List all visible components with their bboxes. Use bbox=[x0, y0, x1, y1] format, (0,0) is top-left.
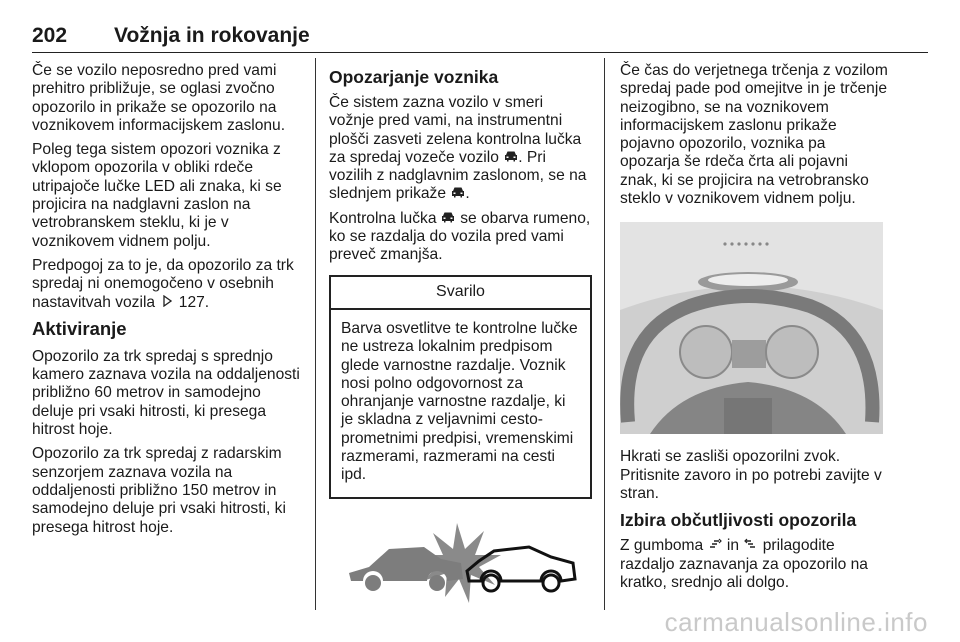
paragraph bbox=[329, 210, 592, 265]
front-vehicle-icon bbox=[441, 210, 456, 228]
speedometer-dial bbox=[680, 326, 732, 378]
paragraph: Če čas do verjetnega trčenja z vozilom spredaj pade pod omejitve in je trčenje neizogibno, se na voznikovem informacijskem zaslonu prikaže pojavno opozorilo, voznika pa opozarja še rdeča črta ali pojavni znak, ki se projicira na vetrobransko steklo v voznikovem vidnem polju. bbox=[620, 62, 888, 208]
front-vehicle-icon bbox=[503, 149, 518, 167]
dashboard-photo bbox=[620, 222, 883, 434]
paragraph-text: in bbox=[726, 537, 740, 555]
paragraph: Če se vozilo neposredno pred vami prehitro približuje, se oglasi zvočno opozorilo in prikaže se opozorilo na voznikovem informacijskem zaslonu. bbox=[32, 62, 286, 134]
section-heading: Opozarjanje voznika bbox=[329, 67, 499, 87]
paragraph bbox=[32, 257, 300, 312]
paragraph-text: . bbox=[465, 185, 470, 203]
paragraph-text: prilagodite razdaljo zaznavanja za opozorilo na kratko, srednjo ali dolgo. bbox=[620, 537, 868, 591]
paragraph-text: Kontrolna lučka bbox=[329, 209, 437, 227]
paragraph bbox=[329, 94, 592, 204]
collision-illustration bbox=[329, 511, 592, 616]
column-divider-1 bbox=[315, 58, 316, 610]
sensitivity-button-icon bbox=[743, 537, 758, 555]
warning-title: Svarilo bbox=[331, 277, 590, 310]
paragraph: Opozorilo za trk spredaj z radarskim senzorjem zaznava vozila na oddaljenosti približno 150 metrov in samodejno deluje pri vsaki hitrosti, ki presega hitrost hoje. bbox=[32, 445, 286, 536]
page-header bbox=[32, 22, 928, 53]
section-heading: Aktiviranje bbox=[32, 317, 127, 339]
paragraph-text: . Pri vozilih z nadglavnim zaslonom, se na slednjem prikaže bbox=[329, 148, 587, 203]
paragraph-text: Če sistem zazna vozilo v smeri vožnje pred vami, na instrumentni plošči zasveti zelena kontrolna lučka za spredaj vozeče vozilo bbox=[329, 94, 582, 166]
column-2 bbox=[329, 62, 592, 616]
paragraph: Hkrati se zasliši opozorilni zvok. Pritisnite zavoro in po potrebi zavijte v stran. bbox=[620, 448, 882, 502]
paragraph: Poleg tega sistem opozori voznika z vklopom opozorila v obliki rdeče utripajoče lučke LED ali znaka, ki se projicira na nadglavni zaslon na vetrobranskem steklu, ki je v voznikovem vidnem polju. bbox=[32, 141, 282, 250]
page-number: 202 bbox=[32, 24, 68, 47]
paragraph-text: se obarva rumeno, ko se razdalja do vozila pred vami preveč zmanjša. bbox=[329, 209, 591, 264]
page-reference-link[interactable]: 127. bbox=[178, 293, 210, 311]
column-1 bbox=[32, 62, 300, 543]
paragraph-text: Predpogoj za to je, da opozorilo za trk spredaj ni onemogočeno v osebnih nastavitvah vozila bbox=[32, 256, 294, 311]
paragraph bbox=[620, 537, 888, 592]
chapter-title: Vožnja in rokovanje bbox=[114, 24, 310, 47]
tachometer-dial bbox=[766, 326, 818, 378]
page-reference-arrow-icon bbox=[159, 294, 174, 312]
warning-text: Barva osvetlitve te kontrolne lučke ne ustreza lokalnim predpisom glede varnostne razdalje. Voznik nosi polno odgovornost za ohranjanje varnostne razdalje, ki je skladna z veljavnimi cesto-prometnimi predpisi, vremenskimi razmerami, razmerami na cesti ipd. bbox=[341, 319, 578, 484]
sensitivity-button-icon bbox=[708, 537, 723, 555]
section-heading: Izbira občutljivosti opozorila bbox=[620, 510, 857, 531]
column-3 bbox=[620, 62, 888, 598]
watermark: carmanualsonline.info bbox=[664, 607, 928, 637]
front-vehicle-icon bbox=[450, 185, 465, 203]
paragraph: Opozorilo za trk spredaj s sprednjo kamero zaznava vozila na oddaljenosti približno 60 metrov in samodejno deluje pri vsaki hitrosti, ki presega hitrost hoje. bbox=[32, 347, 300, 439]
column-divider-2 bbox=[604, 58, 605, 610]
warning-box bbox=[329, 275, 592, 499]
paragraph-text: Z gumboma bbox=[620, 537, 704, 555]
cluster-display bbox=[732, 340, 766, 368]
